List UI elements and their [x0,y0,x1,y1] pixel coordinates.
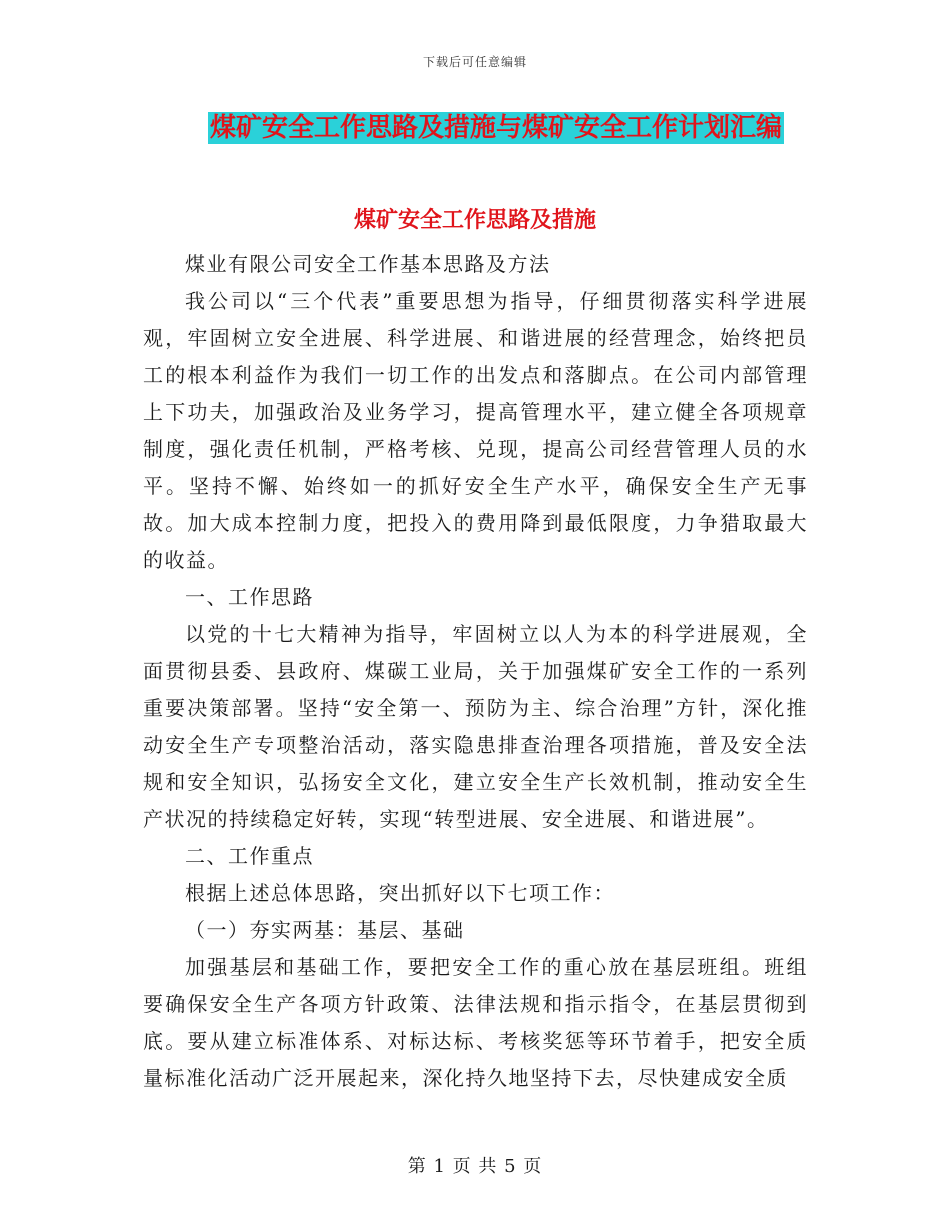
footer-suffix: 页 [523,1156,543,1177]
paragraph-intro: 我公司以“三个代表”重要思想为指导，仔细贯彻落实科学进展观，牢固树立安全进展、科学进展、和谐进展的经营理念，始终把员工的根本利益作为我们一切工作的出发点和落脚点。在公司内部管理上下功夫，加强政治及业务学习，提高管理水平，建立健全各项规章制度，强化责任机制，严格考核、兑现，提高公司经营管理人员的水平。坚持不懈、始终如一的抓好安全生产水平，确保安全生产无事故。加大成本控制力度，把投入的费用降到最低限度，力争猎取最大的收益。 [143,289,808,572]
footer-total-pages: 5 [504,1156,517,1177]
paragraph-seven-tasks: 根据上述总体思路，突出抓好以下七项工作： [185,881,615,905]
document-body [143,246,808,1097]
section-title: 煤矿安全工作思路及措施 [353,208,596,233]
paragraph-work-ideas: 以党的十七大精神为指导，牢固树立以人为本的科学进展观，全面贯彻县委、县政府、煤碳工业局，关于加强煤矿安全工作的一系列重要决策部署。坚持“安全第一、预防为主、综合治理”方针，深化推动安全生产专项整治活动，落实隐患排查治理各项措施，普及安全法规和安全知识，弘扬安全文化，建立安全生产长效机制，推动安全生产状况的持续稳定好转，实现“转型进展、安全进展、和谐进展”。 [143,622,808,831]
paragraph-subtitle: 煤业有限公司安全工作基本思路及方法 [185,252,551,276]
heading-work-focus: 二、工作重点 [185,844,314,868]
footer-middle: 页 共 [452,1156,498,1177]
footer-page-number: 1 [433,1156,446,1177]
document-main-title: 煤矿安全工作思路及措施与煤矿安全工作计划汇编 [210,113,783,143]
header-note: 下载后可任意编辑 [422,55,527,69]
paragraph-foundations: 加强基层和基础工作，要把安全工作的重心放在基层班组。班组要确保安全生产各项方针政策、法律法规和指示指令，在基层贯彻到底。要从建立标准体系、对标达标、考核奖惩等环节着手，把安全质量标准化活动广泛开展起来，深化持久地坚持下去，尽快建成安全质 [143,955,808,1090]
subheading-two-foundations: （一）夯实两基：基层、基础 [185,918,465,942]
page-footer [0,1152,950,1178]
heading-work-ideas: 一、工作思路 [185,585,314,609]
footer-prefix: 第 [407,1156,427,1177]
